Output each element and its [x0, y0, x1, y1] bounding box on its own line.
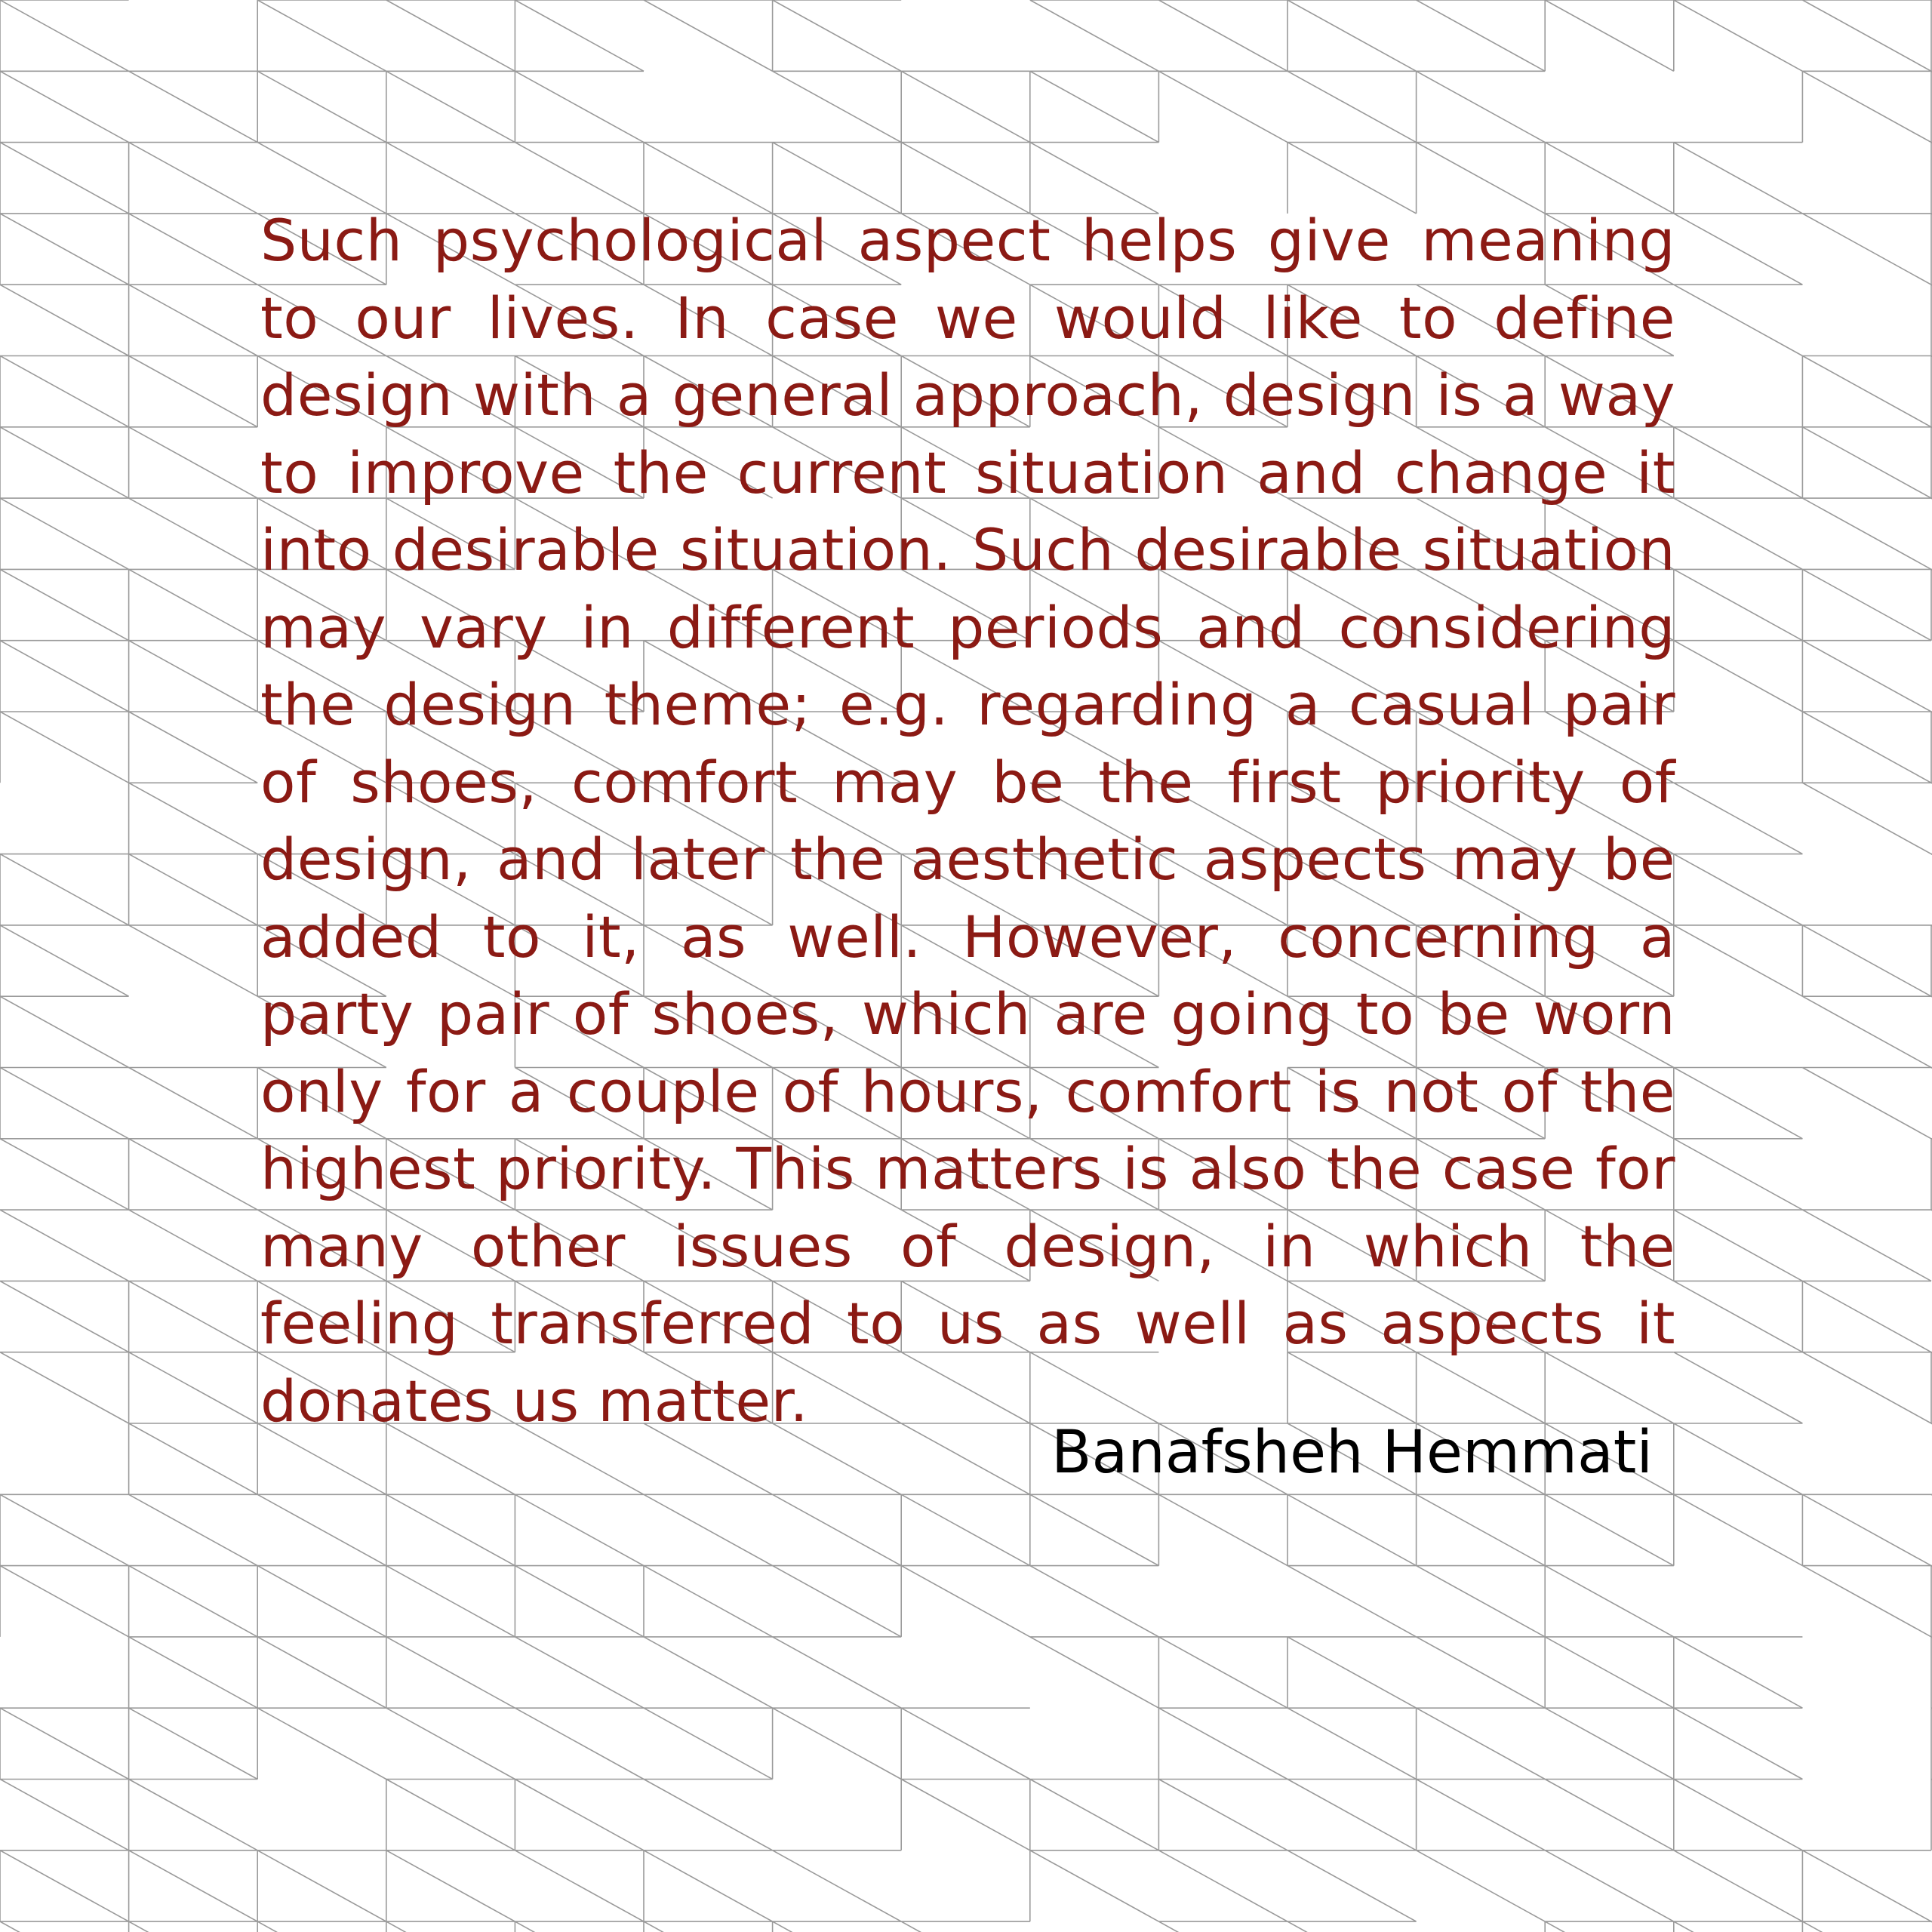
grid-cell: [0, 1352, 129, 1423]
grid-cell: [1802, 498, 1931, 569]
grid-cell: [1802, 356, 1931, 427]
grid-cell: [129, 1780, 258, 1850]
grid-cell: [1674, 569, 1803, 640]
grid-cell: [1674, 854, 1803, 925]
grid-cell: [0, 1281, 129, 1352]
grid-cell: [386, 0, 515, 71]
grid-cell: [0, 641, 129, 712]
grid-cell: [1674, 1850, 1803, 1921]
grid-cell: [515, 1780, 644, 1850]
grid-cell: [257, 1921, 386, 1932]
grid-cell: [1674, 1210, 1803, 1281]
grid-cell: [129, 854, 258, 925]
grid-cell: [1158, 0, 1287, 71]
grid-cell: [1674, 498, 1803, 569]
grid-cell: [1030, 1637, 1159, 1708]
grid-cell: [1802, 783, 1931, 854]
grid-cell: [901, 1494, 1030, 1565]
grid-cell: [386, 1780, 515, 1850]
grid-cell: [1674, 925, 1803, 996]
grid-cell: [1158, 71, 1287, 142]
grid-cell: [1287, 1850, 1417, 1921]
grid-cell: [1802, 641, 1931, 712]
grid-cell: [515, 1637, 644, 1708]
grid-cell: [1158, 1850, 1287, 1921]
grid-cell: [1417, 1780, 1546, 1850]
grid-cell: [0, 996, 129, 1067]
grid-cell: [515, 1921, 644, 1932]
grid-cell: [773, 1850, 902, 1921]
grid-cell: [129, 712, 258, 783]
grid-cell: [1802, 214, 1931, 285]
grid-cell: [386, 1708, 515, 1779]
grid-cell: [1674, 1281, 1803, 1352]
grid-cell: [386, 1850, 515, 1921]
grid-cell: [1674, 285, 1803, 355]
grid-cell: [0, 1068, 129, 1139]
grid-cell: [1158, 1780, 1287, 1850]
grid-cell: [257, 1637, 386, 1708]
grid-cell: [515, 0, 644, 71]
grid-cell: [1287, 71, 1417, 142]
grid-cell: [257, 1850, 386, 1921]
grid-cell: [1545, 1850, 1674, 1921]
grid-cell: [0, 427, 129, 498]
grid-cell: [1674, 1708, 1803, 1779]
grid-cell: [1802, 925, 1931, 996]
grid-cell: [1417, 1708, 1546, 1779]
grid-cell: [1545, 0, 1674, 71]
grid-cell: [386, 1494, 515, 1565]
grid-cell: [1802, 1352, 1931, 1423]
quote-author: Banafsheh Hemmati: [1051, 1419, 1653, 1487]
grid-cell: [0, 1139, 129, 1210]
grid-cell: [0, 1566, 129, 1637]
grid-cell: [129, 1921, 258, 1932]
grid-cell: [1158, 1494, 1287, 1565]
grid-cell: [0, 356, 129, 427]
grid-cell: [1545, 1708, 1674, 1779]
grid-cell: [773, 0, 902, 71]
grid-cell: [129, 925, 258, 996]
grid-cell: [129, 1494, 258, 1565]
grid-cell: [644, 1921, 773, 1932]
grid-cell: [1674, 1921, 1803, 1932]
grid-cell: [129, 1637, 258, 1708]
grid-cell: [257, 1708, 386, 1779]
grid-cell: [1674, 1423, 1803, 1494]
grid-cell: [386, 1921, 515, 1932]
grid-cell: [1545, 1494, 1674, 1565]
grid-cell: [0, 71, 129, 142]
grid-cell: [0, 854, 129, 925]
grid-cell: [1802, 996, 1931, 1067]
grid-cell: [0, 143, 129, 214]
grid-cell: [0, 1708, 129, 1779]
grid-cell: [1030, 1850, 1159, 1921]
grid-cell: [1030, 1780, 1159, 1850]
grid-cell: [1802, 1210, 1931, 1281]
grid-cell: [515, 1708, 644, 1779]
grid-cell: [1674, 143, 1803, 214]
grid-cell: [386, 1566, 515, 1637]
grid-cell: [129, 1210, 258, 1281]
grid-cell: [773, 1921, 902, 1932]
grid-cell: [0, 1210, 129, 1281]
grid-cell: [1802, 427, 1931, 498]
grid-cell: [1674, 0, 1803, 71]
grid-cell: [1287, 1637, 1417, 1708]
grid-cell: [1674, 1494, 1803, 1565]
grid-cell: [1802, 1850, 1931, 1921]
grid-cell: [1802, 1921, 1931, 1932]
grid-cell: [1674, 1352, 1803, 1423]
grid-cell: [1674, 1068, 1803, 1139]
grid-cell: [129, 285, 258, 355]
grid-cell: [644, 1850, 773, 1921]
grid-cell: [0, 0, 129, 71]
grid-cell: [1674, 783, 1803, 854]
grid-cell: [1802, 712, 1931, 783]
grid-cell: [1802, 1566, 1931, 1637]
grid-cell: [1417, 1850, 1546, 1921]
grid-cell: [1802, 0, 1931, 71]
grid-cell: [1417, 1637, 1546, 1708]
grid-cell: [515, 1566, 644, 1637]
grid-cell: [129, 641, 258, 712]
grid-cell: [644, 1494, 773, 1565]
grid-cell: [129, 143, 258, 214]
grid-cell: [1674, 1139, 1803, 1210]
grid-cell: [1030, 71, 1159, 142]
grid-cell: [515, 71, 644, 142]
grid-cell: [129, 783, 258, 854]
grid-cell: [1802, 569, 1931, 640]
grid-cell: [386, 1637, 515, 1708]
grid-cell: [129, 214, 258, 285]
grid-cell: [1417, 0, 1546, 71]
grid-cell: [257, 1494, 386, 1565]
grid-cell: [1802, 1281, 1931, 1352]
grid-cell: [0, 285, 129, 355]
grid-cell: [901, 1921, 1030, 1932]
grid-cell: [0, 498, 129, 569]
grid-cell: [644, 1780, 773, 1850]
grid-cell: [773, 1566, 902, 1637]
grid-cell: [901, 1566, 1030, 1637]
grid-cell: [129, 1566, 258, 1637]
grid-cell: [1674, 1637, 1803, 1708]
grid-cell: [0, 1850, 129, 1921]
grid-cell: [129, 427, 258, 498]
grid-cell: [1287, 1921, 1417, 1932]
grid-cell: [257, 0, 386, 71]
quote-text: Such psychological aspect helps give meaning to our lives. In case we would like to define design with a general approach, design is a way to improve the current situation and change it into desirable situation. Such desirable situation may vary in different periods and considering the design theme; e.g. regarding a casual pair of shoes, comfort may be the first priority of design, and later the aesthetic aspects may be added to it, as well. However, concerning a party pair of shoes, which are going to be worn only for a couple of hours, comfort is not of the highest priority. This matters is also the case for many other issues of design, in which the feeling transferred to us as well as aspects it donates us matter.: [260, 207, 1675, 1435]
grid-cell: [1287, 1780, 1417, 1850]
grid-cell: [1417, 71, 1546, 142]
grid-cell: [644, 1637, 773, 1708]
grid-cell: [773, 1637, 902, 1708]
grid-cell: [1674, 1780, 1803, 1850]
grid-cell: [0, 569, 129, 640]
grid-cell: [1674, 641, 1803, 712]
grid-cell: [129, 1850, 258, 1921]
grid-cell: [1802, 1494, 1931, 1565]
grid-cell: [901, 71, 1030, 142]
grid-cell: [0, 214, 129, 285]
grid-cell: [1287, 1494, 1417, 1565]
grid-cell: [644, 1708, 773, 1779]
grid-cell: [515, 1850, 644, 1921]
grid-cell: [1802, 71, 1931, 142]
grid-cell: [257, 1566, 386, 1637]
grid-cell: [129, 1352, 258, 1423]
grid-cell: [1158, 1637, 1287, 1708]
grid-cell: [644, 0, 773, 71]
grid-cell: [1158, 1708, 1287, 1779]
grid-cell: [644, 1566, 773, 1637]
grid-cell: [129, 569, 258, 640]
grid-cell: [1545, 1921, 1674, 1932]
grid-cell: [773, 1708, 902, 1779]
grid-cell: [1545, 1566, 1674, 1637]
grid-cell: [1545, 1780, 1674, 1850]
grid-cell: [0, 1921, 129, 1932]
grid-cell: [773, 1494, 902, 1565]
grid-cell: [0, 712, 129, 783]
grid-cell: [129, 1708, 258, 1779]
grid-cell: [0, 1494, 129, 1565]
grid-cell: [1030, 1494, 1159, 1565]
grid-cell: [129, 1068, 258, 1139]
grid-cell: [1287, 1566, 1417, 1637]
grid-cell: [1417, 1566, 1546, 1637]
grid-cell: [129, 356, 258, 427]
grid-cell: [773, 71, 902, 142]
grid-cell: [1287, 0, 1417, 71]
grid-cell: [1158, 1921, 1287, 1932]
grid-cell: [129, 1281, 258, 1352]
grid-cell: [901, 1780, 1030, 1850]
grid-cell: [129, 1423, 258, 1494]
grid-cell: [1417, 1494, 1546, 1565]
grid-cell: [901, 1708, 1030, 1779]
grid-cell: [129, 498, 258, 569]
grid-cell: [1030, 0, 1159, 71]
grid-cell: [0, 1780, 129, 1850]
grid-cell: [257, 71, 386, 142]
grid-cell: [1030, 1566, 1159, 1637]
grid-cell: [1674, 214, 1803, 285]
grid-cell: [1674, 427, 1803, 498]
grid-cell: [515, 1494, 644, 1565]
grid-cell: [129, 1139, 258, 1210]
grid-cell: [1545, 1637, 1674, 1708]
grid-cell: [1287, 1708, 1417, 1779]
grid-cell: [129, 71, 258, 142]
grid-cell: [1802, 1068, 1931, 1139]
grid-cell: [386, 71, 515, 142]
grid-cell: [0, 925, 129, 996]
